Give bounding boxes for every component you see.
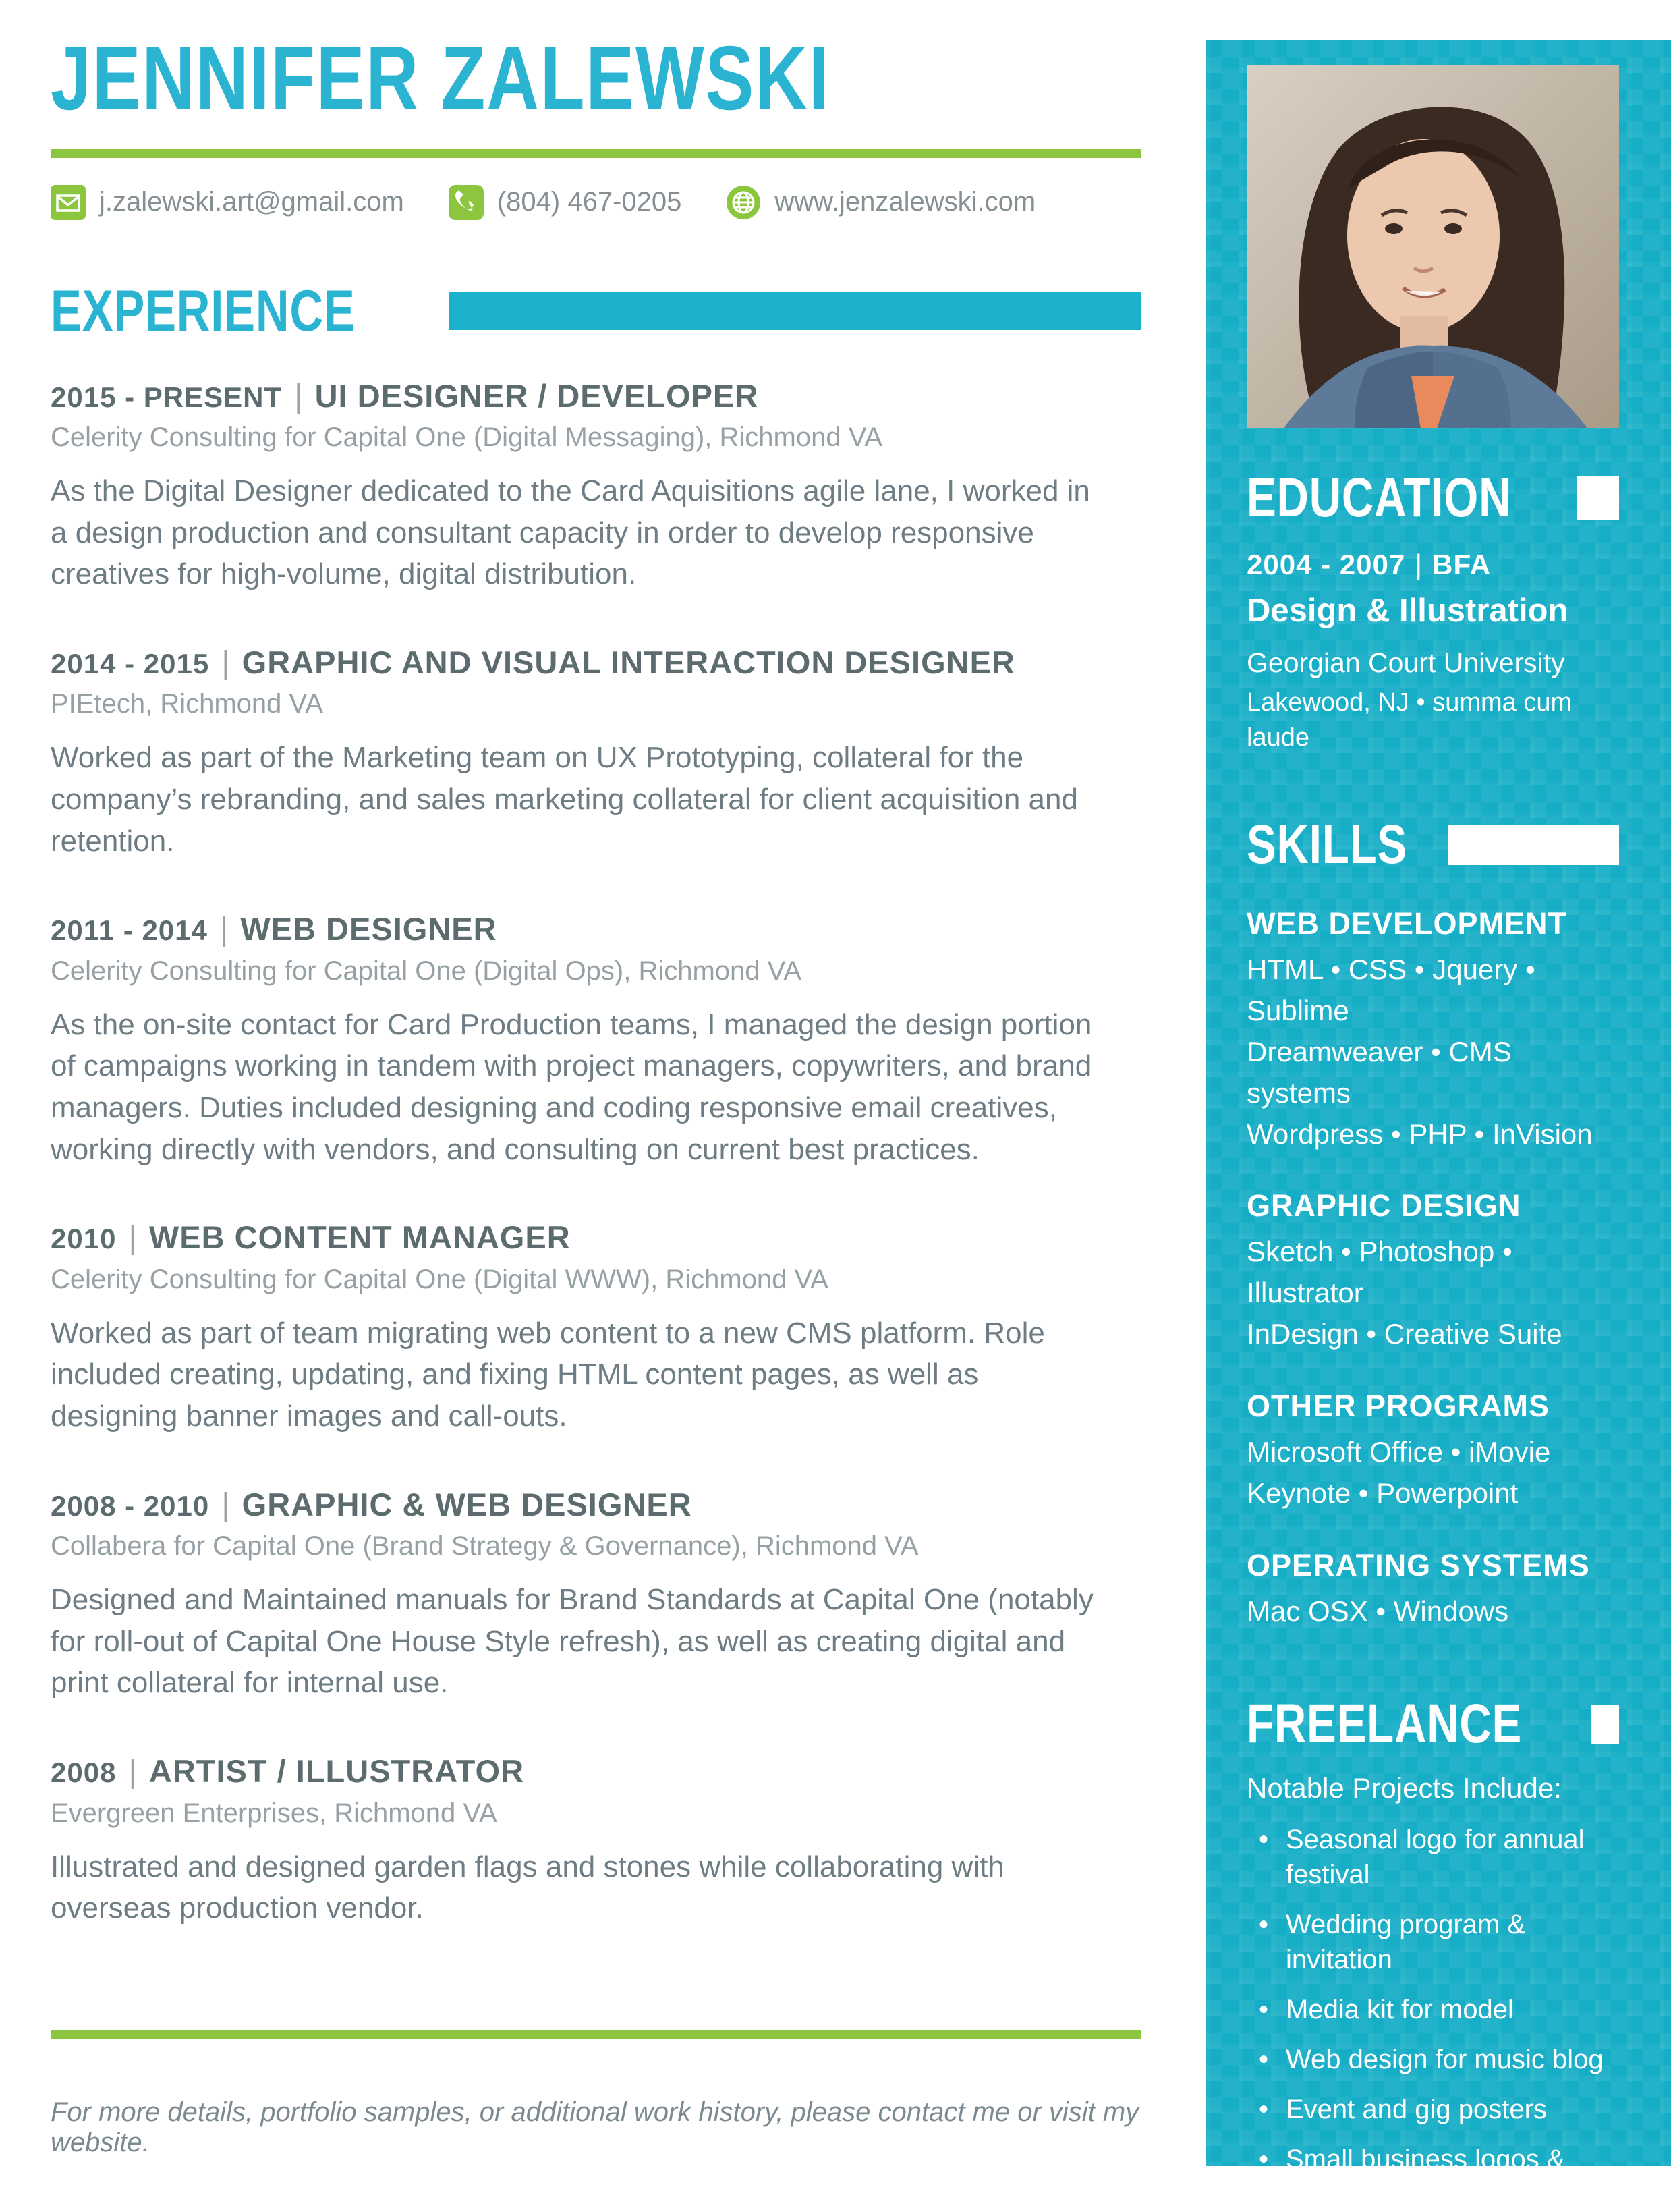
footer-note: For more details, portfolio samples, or additional work history, please contact me or visit my website. — [51, 2097, 1139, 2157]
profile-photo-illustration — [1247, 65, 1619, 428]
footer-divider — [51, 2030, 1141, 2039]
list-item — [1247, 2092, 1619, 2127]
freelance-project: Media kit for model — [1286, 1994, 1514, 2024]
job-dates: 2008 - 2010 — [51, 1489, 210, 1522]
job-role: WEB CONTENT MANAGER — [148, 1219, 571, 1256]
contact-email — [51, 185, 404, 220]
job-role: UI DESIGNER / DEVELOPER — [314, 377, 759, 414]
skill-group-web-development — [1247, 906, 1619, 1155]
list-item — [1247, 2142, 1619, 2212]
job-company: Evergreen Enterprises, Richmond VA — [51, 1798, 497, 1828]
sidebar — [1206, 40, 1671, 2209]
freelance-project: Event and gig posters — [1286, 2094, 1547, 2124]
list-item — [1247, 1822, 1619, 1892]
list-item — [1247, 1907, 1619, 1977]
job-dates: 2011 - 2014 — [51, 914, 208, 947]
skill-line: Keynote • Powerpoint — [1247, 1476, 1519, 1509]
job-title-line — [51, 1752, 1141, 1792]
education-title-row — [1247, 467, 1619, 528]
bullet-icon: • — [1259, 1824, 1269, 1854]
job-description: Worked as part of the Marketing team on UX Prototyping, collateral for the company’s rebranding, and sales marketing collateral for client acquisition and retention. — [51, 741, 1078, 858]
pipe-separator: | — [128, 1220, 137, 1256]
profile-photo — [1247, 65, 1619, 428]
education-dates: 2004 - 2007 — [1247, 549, 1406, 580]
pipe-separator: | — [128, 1753, 137, 1790]
contact-phone-value[interactable]: (804) 467-0205 — [497, 187, 682, 217]
experience-section-header — [51, 278, 1141, 343]
skill-group-heading: OTHER PROGRAMS — [1247, 1389, 1550, 1424]
freelance-project-list — [1247, 1822, 1619, 2212]
job-entry — [51, 377, 1141, 595]
job-entry — [51, 910, 1141, 1170]
main-column — [51, 28, 1141, 1978]
phone-icon — [449, 185, 484, 220]
skill-group-graphic-design — [1247, 1188, 1619, 1355]
job-description: As the on-site contact for Card Production teams, I managed the design portion of campaigns working in tandem with project managers, copywriters, and brand managers. Duties included designing and coding responsive email creatives, working directly with vendors, and consulting on current best practices. — [51, 1007, 1092, 1166]
list-item — [1247, 2042, 1619, 2077]
freelance-project: Small business logos & business cards — [1286, 2144, 1565, 2209]
email-icon — [51, 185, 86, 220]
job-description: Designed and Maintained manuals for Brand Standards at Capital One (notably for roll-out of Capital One House Style refresh), as well as creating digital and print collateral for internal use. — [51, 1583, 1094, 1700]
bullet-icon: • — [1259, 1909, 1269, 1939]
job-company: Celerity Consulting for Capital One (Digital WWW), Richmond VA — [51, 1264, 828, 1294]
skills-title-row — [1247, 813, 1619, 875]
job-company: Celerity Consulting for Capital One (Digital Ops), Richmond VA — [51, 956, 802, 986]
education-dates-degree — [1247, 549, 1619, 581]
job-entry — [51, 1486, 1141, 1704]
skill-line: Sketch • Photoshop • Illustrator — [1247, 1236, 1512, 1309]
experience-title: EXPERIENCE — [51, 278, 356, 343]
skill-line: HTML • CSS • Jquery • Sublime — [1247, 953, 1535, 1026]
skill-group-heading: OPERATING SYSTEMS — [1247, 1547, 1590, 1582]
job-dates: 2008 — [51, 1756, 117, 1788]
pipe-separator: | — [1415, 549, 1423, 580]
pipe-separator: | — [219, 912, 229, 948]
freelance-project: Wedding program & invitation — [1286, 1909, 1525, 1974]
skill-line: Mac OSX • Windows — [1247, 1595, 1509, 1627]
pipe-separator: | — [221, 1487, 230, 1523]
freelance-section — [1247, 1692, 1619, 2212]
skill-group-operating-systems — [1247, 1548, 1619, 1632]
skill-line: Microsoft Office • iMovie — [1247, 1436, 1551, 1468]
job-description: As the Digital Designer dedicated to the Card Aquisitions agile lane, I worked in a design production and consultant capacity in order to develop responsive creatives for high-volume, digital distribution. — [51, 474, 1090, 591]
job-title-line — [51, 377, 1141, 416]
name-text: JENNIFER ZALEWSKI — [51, 27, 830, 129]
education-title-block — [1577, 476, 1619, 520]
freelance-title: FREELANCE — [1247, 1692, 1523, 1754]
list-item — [1247, 1992, 1619, 2027]
job-title-line — [51, 644, 1141, 683]
freelance-project: Seasonal logo for annual festival — [1286, 1824, 1585, 1889]
skills-section — [1247, 813, 1619, 1632]
skill-line: Wordpress • PHP • InVision — [1247, 1117, 1593, 1150]
contact-website — [726, 185, 1036, 220]
job-dates: 2010 — [51, 1223, 117, 1255]
skill-group-other-programs — [1247, 1389, 1619, 1514]
skills-title: SKILLS — [1247, 813, 1408, 875]
job-company: Celerity Consulting for Capital One (Digital Messaging), Richmond VA — [51, 422, 883, 453]
header-divider — [51, 149, 1141, 158]
skill-line: Dreamweaver • CMS systems — [1247, 1035, 1512, 1109]
job-entry — [51, 1219, 1141, 1437]
job-entry — [51, 644, 1141, 862]
education-title: EDUCATION — [1247, 467, 1512, 528]
job-dates: 2014 - 2015 — [51, 647, 210, 680]
job-description: Illustrated and designed garden flags and stones while collaborating with overseas production vendor. — [51, 1850, 1004, 1925]
job-company: PIEtech, Richmond VA — [51, 689, 323, 719]
job-title-line — [51, 1219, 1141, 1258]
education-location: Lakewood, NJ • summa cum laude — [1247, 688, 1573, 752]
job-role: WEB DESIGNER — [240, 911, 497, 947]
contact-row — [51, 185, 1141, 220]
freelance-title-row — [1247, 1692, 1619, 1754]
education-degree: BFA — [1432, 549, 1492, 580]
page-title — [51, 28, 1141, 129]
job-role: ARTIST / ILLUSTRATOR — [148, 1752, 525, 1789]
job-dates: 2015 - PRESENT — [51, 381, 283, 413]
contact-email-value[interactable]: j.zalewski.art@gmail.com — [99, 187, 404, 217]
education-program: Design & Illustration — [1247, 592, 1568, 629]
skill-line: InDesign • Creative Suite — [1247, 1318, 1562, 1350]
job-description: Worked as part of team migrating web content to a new CMS platform. Role included creating, updating, and fixing HTML content pages, as well as designing banner images and call-outs. — [51, 1316, 1045, 1433]
bullet-icon: • — [1259, 2144, 1269, 2174]
education-school: Georgian Court University — [1247, 647, 1565, 678]
pipe-separator: | — [221, 644, 230, 681]
freelance-intro: Notable Projects Include: — [1247, 1771, 1562, 1804]
pipe-separator: | — [294, 378, 303, 414]
skill-group-heading: WEB DEVELOPMENT — [1247, 906, 1568, 941]
job-title-line — [51, 1486, 1141, 1525]
education-section — [1247, 467, 1619, 755]
job-title-line — [51, 910, 1141, 949]
freelance-project: Web design for music blog — [1286, 2044, 1604, 2074]
skill-group-heading: GRAPHIC DESIGN — [1247, 1188, 1521, 1223]
contact-website-value[interactable]: www.jenzalewski.com — [774, 187, 1036, 217]
bullet-icon: • — [1259, 2044, 1269, 2074]
experience-title-bar — [449, 292, 1141, 330]
job-entry — [51, 1752, 1141, 1929]
globe-icon — [726, 185, 761, 220]
freelance-title-block — [1591, 1705, 1619, 1744]
bullet-icon: • — [1259, 2094, 1269, 2124]
job-role: GRAPHIC & WEB DESIGNER — [242, 1486, 692, 1522]
job-role: GRAPHIC AND VISUAL INTERACTION DESIGNER — [242, 644, 1015, 680]
job-company: Collabera for Capital One (Brand Strategy & Governance), Richmond VA — [51, 1531, 919, 1561]
contact-phone — [449, 185, 682, 220]
skills-title-block — [1448, 825, 1619, 865]
job-list — [51, 377, 1141, 1929]
bullet-icon: • — [1259, 1994, 1269, 2024]
